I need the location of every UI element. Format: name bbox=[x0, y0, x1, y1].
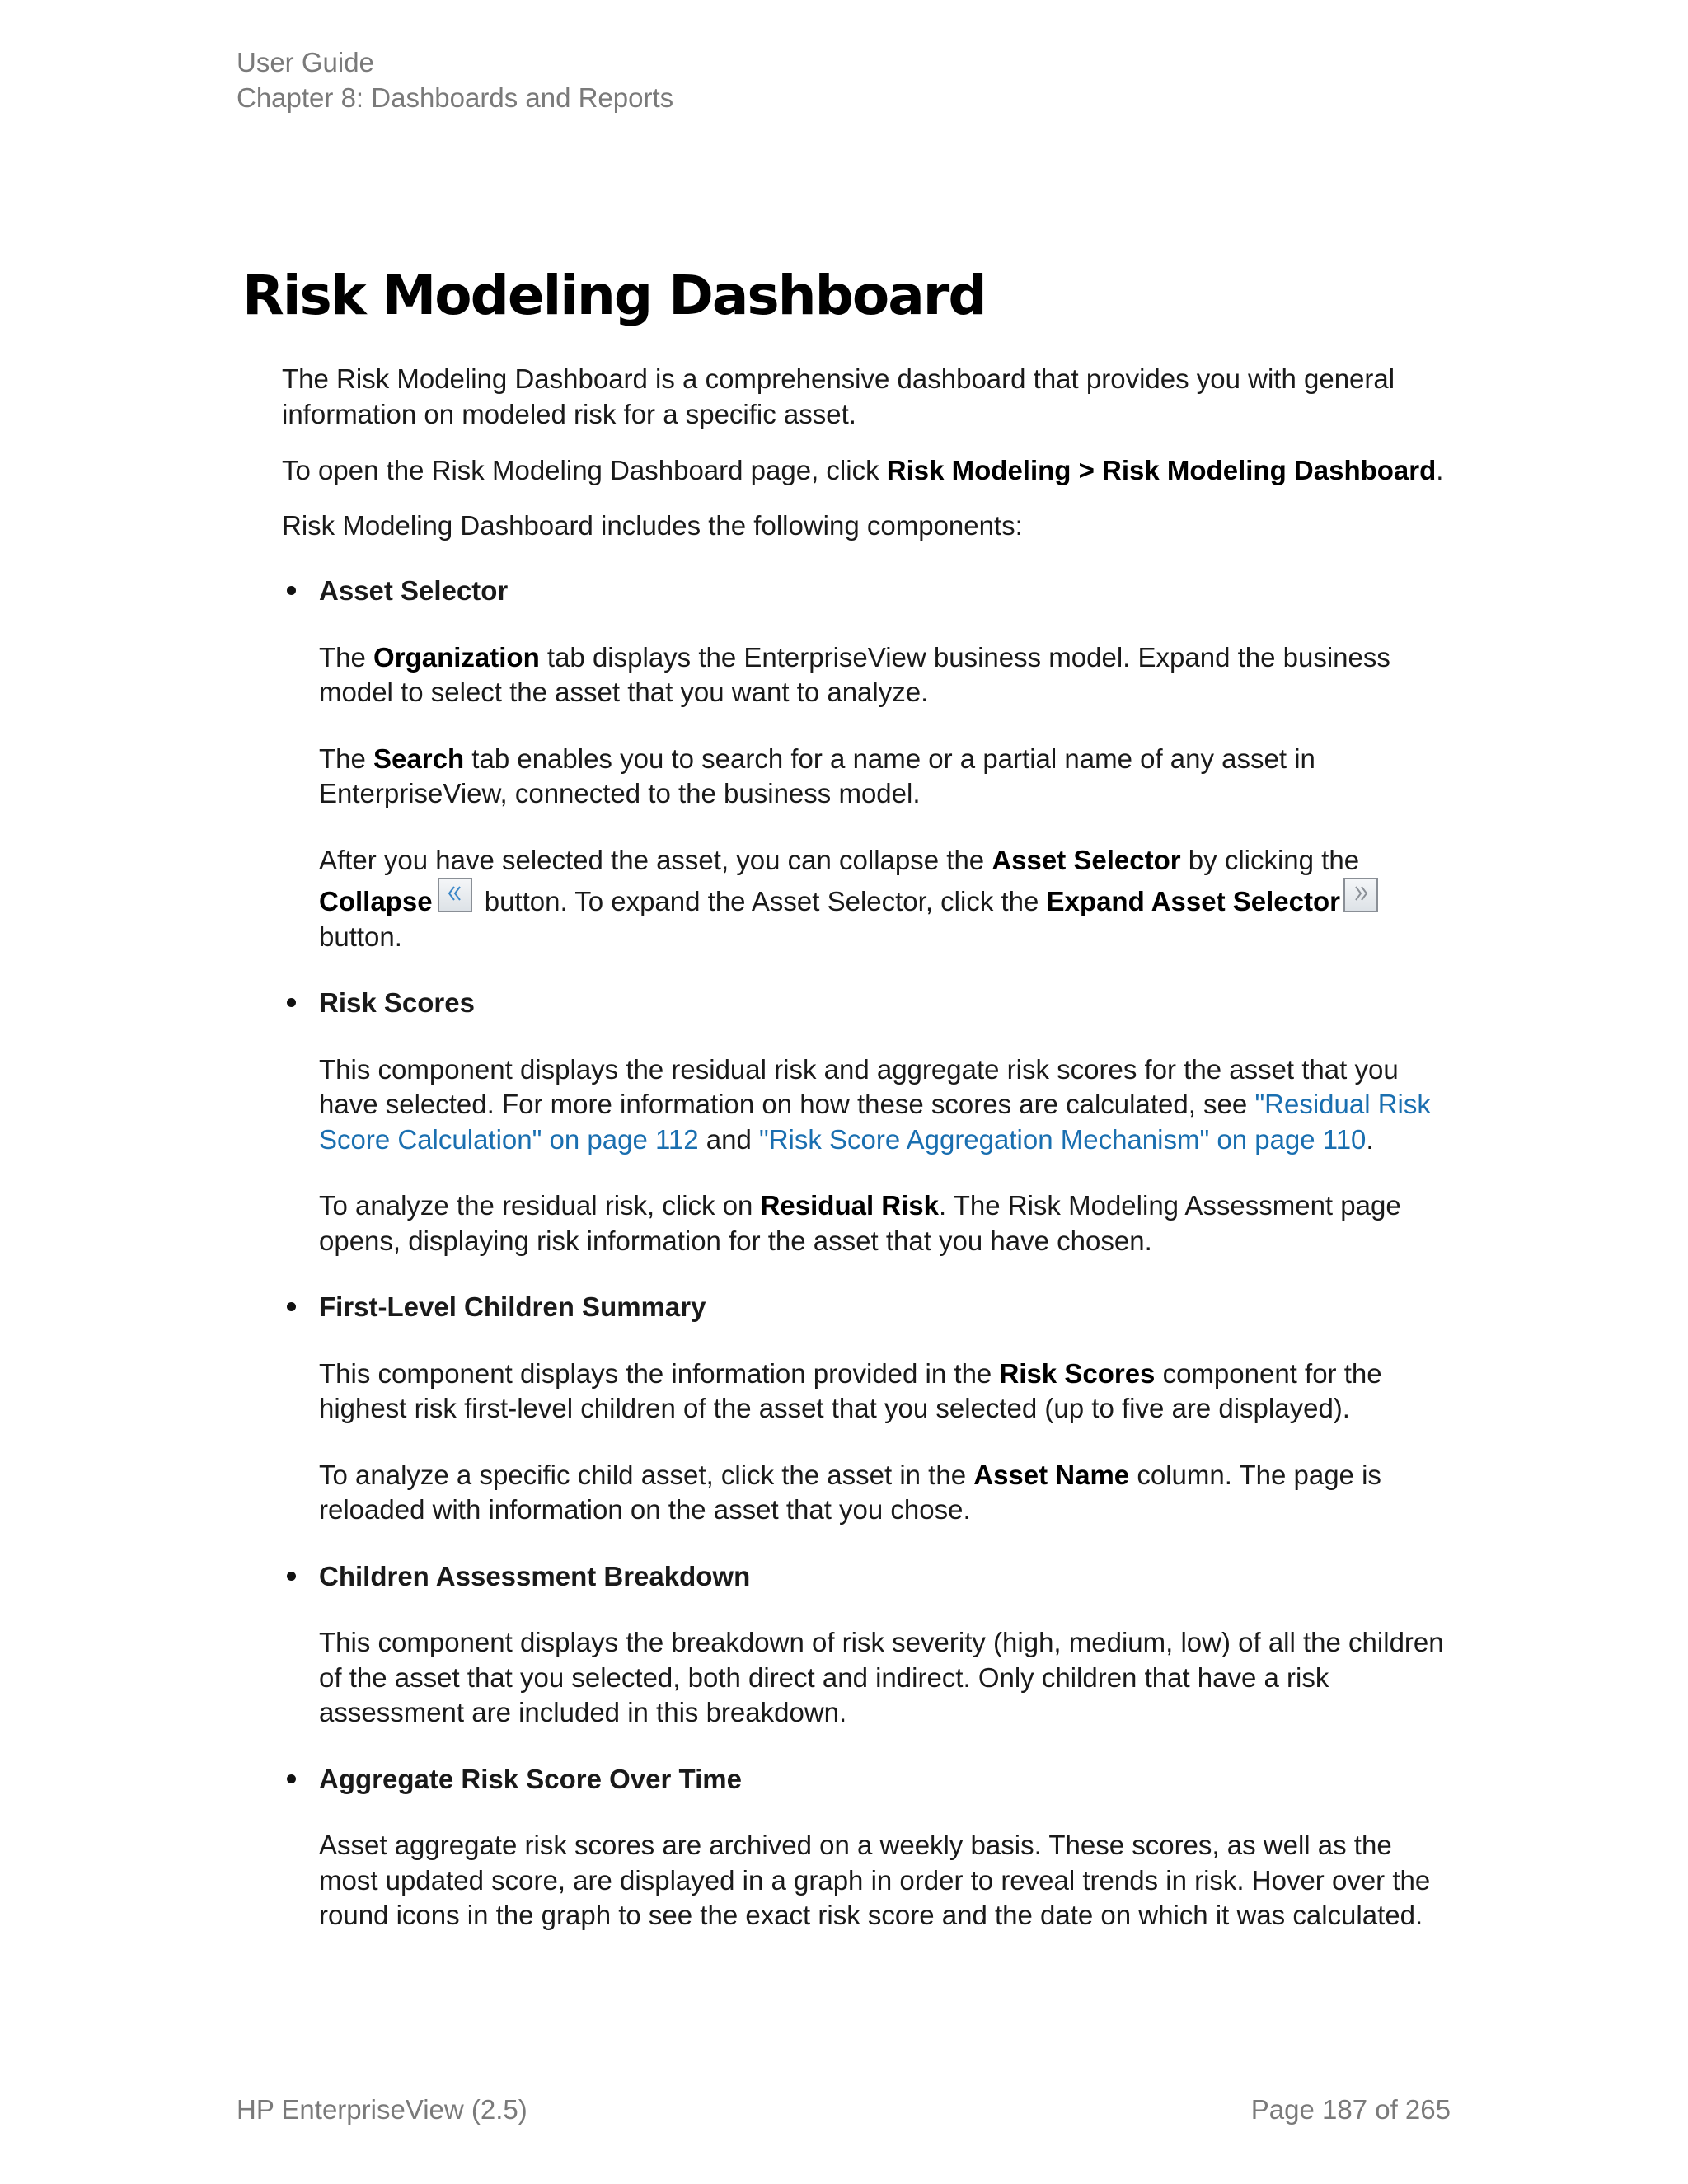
expand-asset-selector-term: Expand Asset Selector bbox=[1046, 886, 1340, 916]
intro-nav-period: . bbox=[1436, 455, 1444, 485]
double-chevron-right-icon bbox=[1352, 884, 1370, 902]
residual-risk-paragraph bbox=[319, 1188, 1452, 1258]
aggregate-over-time-paragraph: Asset aggregate risk scores are archived on a weekly basis. These scores, as well as the most updated score, are displayed in a graph in order to reveal trends in risk. Hover over the round icons in the graph to see the exact risk score and the date on which it was calculated. bbox=[319, 1830, 1431, 1930]
header-chapter: Chapter 8: Dashboards and Reports bbox=[237, 82, 674, 113]
text: column. The page is reloaded with information on the asset that you chose. bbox=[319, 1459, 1381, 1525]
section-title-first-level-children: First-Level Children Summary bbox=[319, 1291, 706, 1322]
text: The bbox=[319, 743, 374, 774]
intro-paragraph: The Risk Modeling Dashboard is a comprehensive dashboard that provides you with general information on modeled risk for a specific asset. bbox=[282, 363, 1395, 429]
double-chevron-left-icon bbox=[446, 884, 464, 902]
text: This component displays the information provided in the bbox=[319, 1357, 1000, 1389]
text: tab displays the EnterpriseView business model. Expand the business model to select the asset that you want to analyze. bbox=[319, 641, 1390, 707]
section-title-asset-selector: Asset Selector bbox=[319, 575, 509, 606]
text: . The Risk Modeling Assessment page opens, displaying risk information for the asset that you have chosen. bbox=[319, 1190, 1401, 1256]
text: . bbox=[1366, 1123, 1374, 1155]
collapse-button[interactable] bbox=[438, 878, 472, 912]
collapse-term: Collapse bbox=[319, 886, 433, 916]
risk-score-aggregation-link[interactable]: "Risk Score Aggregation Mechanism" on page 110 bbox=[759, 1123, 1367, 1155]
components-intro: Risk Modeling Dashboard includes the following components: bbox=[282, 510, 1023, 541]
list-item-risk-scores bbox=[282, 986, 1452, 1258]
text: component for the highest risk first-level children of the asset that you selected (up to five are displayed). bbox=[319, 1357, 1382, 1423]
asset-selector-term: Asset Selector bbox=[992, 844, 1181, 875]
section-title-aggregate-over-time: Aggregate Risk Score Over Time bbox=[319, 1763, 742, 1794]
bullet-icon bbox=[287, 1572, 296, 1581]
residual-risk-term: Residual Risk bbox=[760, 1190, 939, 1221]
text: button. bbox=[319, 921, 402, 952]
asset-selector-organization-paragraph bbox=[319, 640, 1452, 710]
section-title-children-breakdown: Children Assessment Breakdown bbox=[319, 1560, 751, 1591]
running-header bbox=[237, 45, 673, 115]
bullet-icon bbox=[287, 998, 296, 1007]
list-item-children-breakdown bbox=[282, 1559, 1452, 1731]
risk-scores-term: Risk Scores bbox=[999, 1357, 1156, 1389]
components-list bbox=[282, 574, 1452, 1933]
footer-page-number: Page 187 of 265 bbox=[1250, 2094, 1451, 2125]
text: button. To expand the Asset Selector, click the bbox=[476, 886, 1047, 916]
bullet-icon bbox=[287, 1774, 296, 1783]
text: After you have selected the asset, you can collapse the bbox=[319, 844, 992, 875]
intro-nav-text: To open the Risk Modeling Dashboard page, click bbox=[282, 455, 887, 485]
section-title-risk-scores: Risk Scores bbox=[319, 987, 475, 1018]
text: To analyze a specific child asset, click the asset in the bbox=[319, 1459, 974, 1490]
bullet-icon bbox=[287, 586, 296, 595]
expand-asset-selector-button[interactable] bbox=[1343, 878, 1378, 912]
text: To analyze the residual risk, click on bbox=[319, 1190, 761, 1221]
page-title: Risk Modeling Dashboard bbox=[242, 264, 986, 327]
list-item-aggregate-over-time bbox=[282, 1762, 1452, 1933]
residual-risk-calculation-link[interactable]: "Residual Risk Score Calculation" on page 112 bbox=[319, 1089, 1431, 1155]
children-breakdown-paragraph: This component displays the breakdown of risk severity (high, medium, low) of all the children of the asset that you selected, both direct and indirect. Only children that have a risk assessment are included in this breakdown. bbox=[319, 1627, 1444, 1727]
header-guide: User Guide bbox=[237, 47, 374, 77]
search-term: Search bbox=[373, 743, 465, 774]
organization-term: Organization bbox=[373, 641, 540, 673]
text: by clicking the bbox=[1180, 844, 1360, 875]
text: tab enables you to search for a name or a partial name of any asset in EnterpriseView, connected to the business model. bbox=[319, 743, 1315, 808]
risk-scores-paragraph bbox=[319, 1052, 1452, 1158]
asset-name-term: Asset Name bbox=[973, 1459, 1130, 1490]
intro-navigation-paragraph bbox=[282, 453, 1452, 489]
list-item-asset-selector bbox=[282, 574, 1452, 954]
asset-selector-search-paragraph bbox=[319, 742, 1452, 812]
footer-product: HP EnterpriseView (2.5) bbox=[237, 2094, 528, 2125]
first-level-paragraph bbox=[319, 1357, 1452, 1427]
bullet-icon bbox=[287, 1302, 296, 1311]
list-item-first-level-children bbox=[282, 1290, 1452, 1528]
text: The bbox=[319, 641, 374, 673]
asset-selector-collapse-paragraph bbox=[319, 843, 1452, 955]
child-asset-paragraph bbox=[319, 1458, 1452, 1528]
menu-path: Risk Modeling > Risk Modeling Dashboard bbox=[886, 455, 1437, 485]
text: and bbox=[698, 1123, 759, 1155]
text: This component displays the residual risk and aggregate risk scores for the asset that you have selected. For more information on how these scores are calculated, see bbox=[319, 1053, 1399, 1119]
